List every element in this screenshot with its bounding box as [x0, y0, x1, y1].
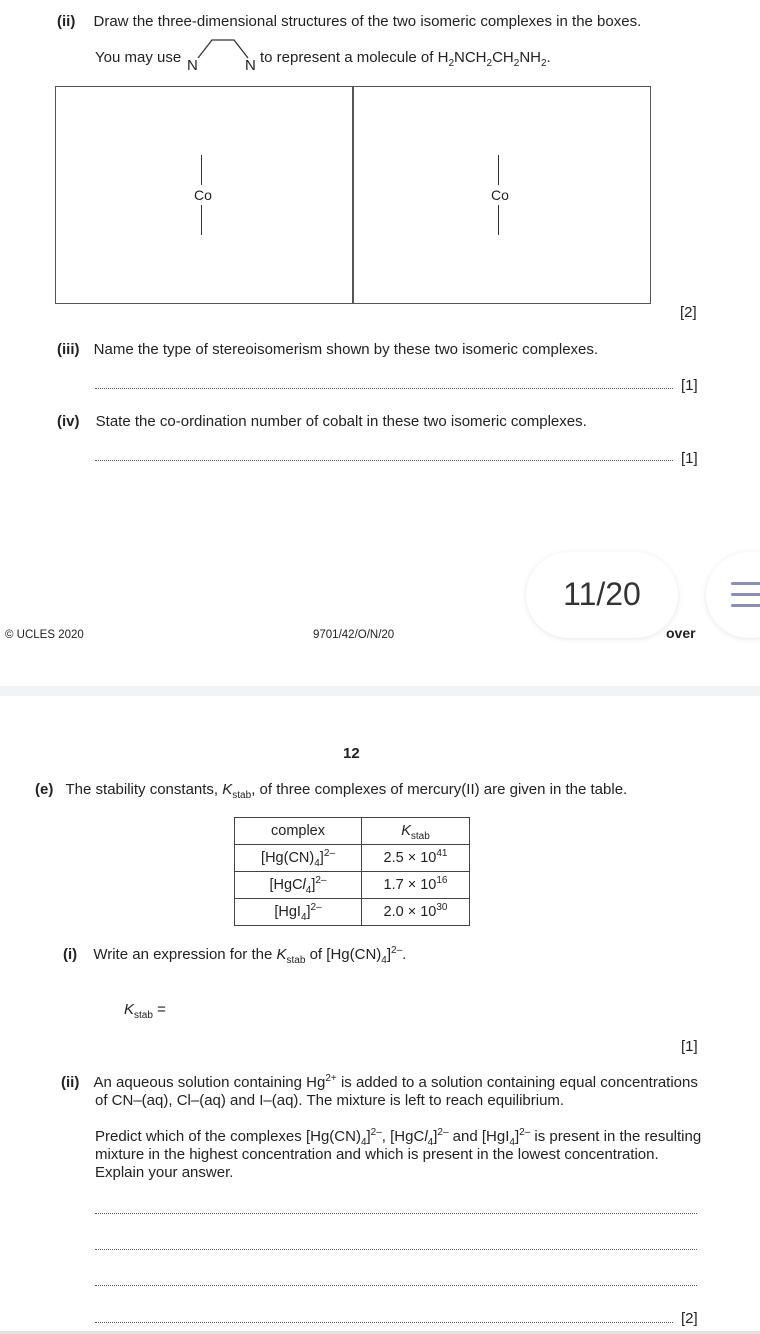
kstab-symbol: $K_{stab}$,	[222, 781, 256, 801]
answer-line-1[interactable]	[95, 1213, 697, 1214]
para2-line2: mixture in the highest concentration and which is present in the lowest concentration.	[95, 1146, 659, 1163]
part-e	[35, 781, 627, 799]
stability-constants-table	[234, 817, 470, 926]
part-label: (e)	[35, 781, 54, 798]
cell-kstab: $2.0 \times 10^{30}$	[362, 899, 470, 926]
page-indicator-text: 11/20	[563, 576, 641, 612]
part-label: (iv)	[57, 413, 80, 430]
para2-line1	[95, 1128, 701, 1146]
cell-complex: [HgCl$_4$]$^{2-}$	[235, 872, 362, 899]
cell-kstab: $1.7 \times 10^{16}$	[362, 872, 470, 899]
header-kstab: $K_{stab}$	[362, 818, 470, 845]
cell-complex: $[Hg(CN)_4]^{2-}$	[235, 845, 362, 872]
answer-line-iii[interactable]	[95, 388, 673, 389]
marks-e-i: [1]	[681, 1038, 698, 1055]
part-label: (ii)	[57, 13, 76, 30]
header-complex: complex	[235, 818, 362, 845]
table-row	[235, 872, 470, 899]
question-mid: of	[309, 946, 323, 963]
part-e-ii	[61, 1074, 698, 1092]
answer-line-4[interactable]	[95, 1322, 673, 1323]
kstab-expression[interactable]	[124, 1001, 166, 1019]
line1-before: An aqueous solution containing	[93, 1074, 302, 1091]
para2-before: Predict which of the complexes	[95, 1128, 302, 1145]
menu-button[interactable]	[706, 552, 760, 638]
question-text: Name the type of stereoisomerism shown by these two isomeric complexes.	[93, 341, 599, 358]
part-label: (ii)	[61, 1074, 80, 1091]
part-iv	[57, 413, 587, 431]
hint-suffix-line	[260, 49, 551, 67]
co-atom-right: Co	[491, 187, 509, 203]
kstab-symbol: $K_{stab}$	[124, 1001, 153, 1021]
question-text: State the co-ordination number of cobalt in these two isomeric complexes.	[95, 413, 587, 430]
part-label: (i)	[63, 946, 78, 963]
part-ii-top	[57, 13, 641, 31]
page-number: 12	[343, 745, 360, 762]
marks-iv: [1]	[681, 450, 698, 467]
line1-after: is added to a solution containing equal concentrations	[340, 1074, 698, 1091]
answer-line-2[interactable]	[95, 1249, 697, 1250]
hg-ion: $Hg^{2+}$	[306, 1073, 337, 1091]
complex-list: $[Hg(CN)_4]^{2-}$, [HgCl$_4$]$^{2-}$ and $[HgI_4]^{2-}$	[305, 1127, 531, 1148]
hint-prefix: You may use	[95, 49, 182, 66]
marks-ii: [2]	[680, 304, 697, 321]
part-iii	[57, 341, 598, 359]
footer-over: over	[666, 625, 696, 641]
para2-line3: Explain your answer.	[95, 1164, 234, 1181]
hint-line	[95, 49, 181, 67]
cell-complex: $[HgI_4]^{2-}$	[235, 899, 362, 926]
equals-sign: =	[157, 1001, 166, 1018]
table-row	[235, 899, 470, 926]
complex-formula: $[Hg(CN)_4]^{2-}$.	[326, 945, 407, 966]
part-e-i	[63, 946, 406, 964]
bond-down-right	[498, 205, 499, 235]
footer-code: 9701/42/O/N/20	[313, 629, 395, 641]
line2: of CN–(aq), Cl–(aq) and I–(aq). The mixture is left to reach equilibrium.	[95, 1092, 565, 1109]
footer-copyright: © UCLES 2020	[5, 629, 84, 641]
page-divider	[0, 686, 760, 696]
marks-iii: [1]	[681, 377, 698, 394]
co-atom-left: Co	[194, 187, 212, 203]
para2-tail: is present in the resulting	[534, 1128, 702, 1145]
answer-line-3[interactable]	[95, 1285, 697, 1286]
question-before: Write an expression for the	[93, 946, 273, 963]
marks-e-ii: [2]	[681, 1310, 698, 1327]
intro-after: of three complexes of mercury(II) are given in the table.	[259, 781, 628, 798]
cell-kstab: $2.5 \times 10^{41}$	[362, 845, 470, 872]
hint-n2: N	[245, 57, 256, 74]
part-label: (iii)	[57, 341, 80, 358]
formula: $H_2NCH_2CH_2NH_2$.	[437, 49, 551, 69]
bond-up-left	[201, 155, 202, 185]
hint-n1: N	[187, 57, 198, 74]
kstab-symbol: $K_{stab}$	[276, 946, 306, 966]
intro-before: The stability constants,	[65, 781, 219, 798]
table-row	[235, 845, 470, 872]
hint-suffix: to represent a molecule of	[260, 49, 434, 66]
table-header-row	[235, 818, 470, 845]
page-indicator[interactable]	[526, 552, 678, 638]
question-text: Draw the three-dimensional structures of the two isomeric complexes in the boxes.	[93, 13, 642, 30]
bond-down-left	[201, 205, 202, 235]
answer-line-iv[interactable]	[95, 460, 673, 461]
bond-up-right	[498, 155, 499, 185]
